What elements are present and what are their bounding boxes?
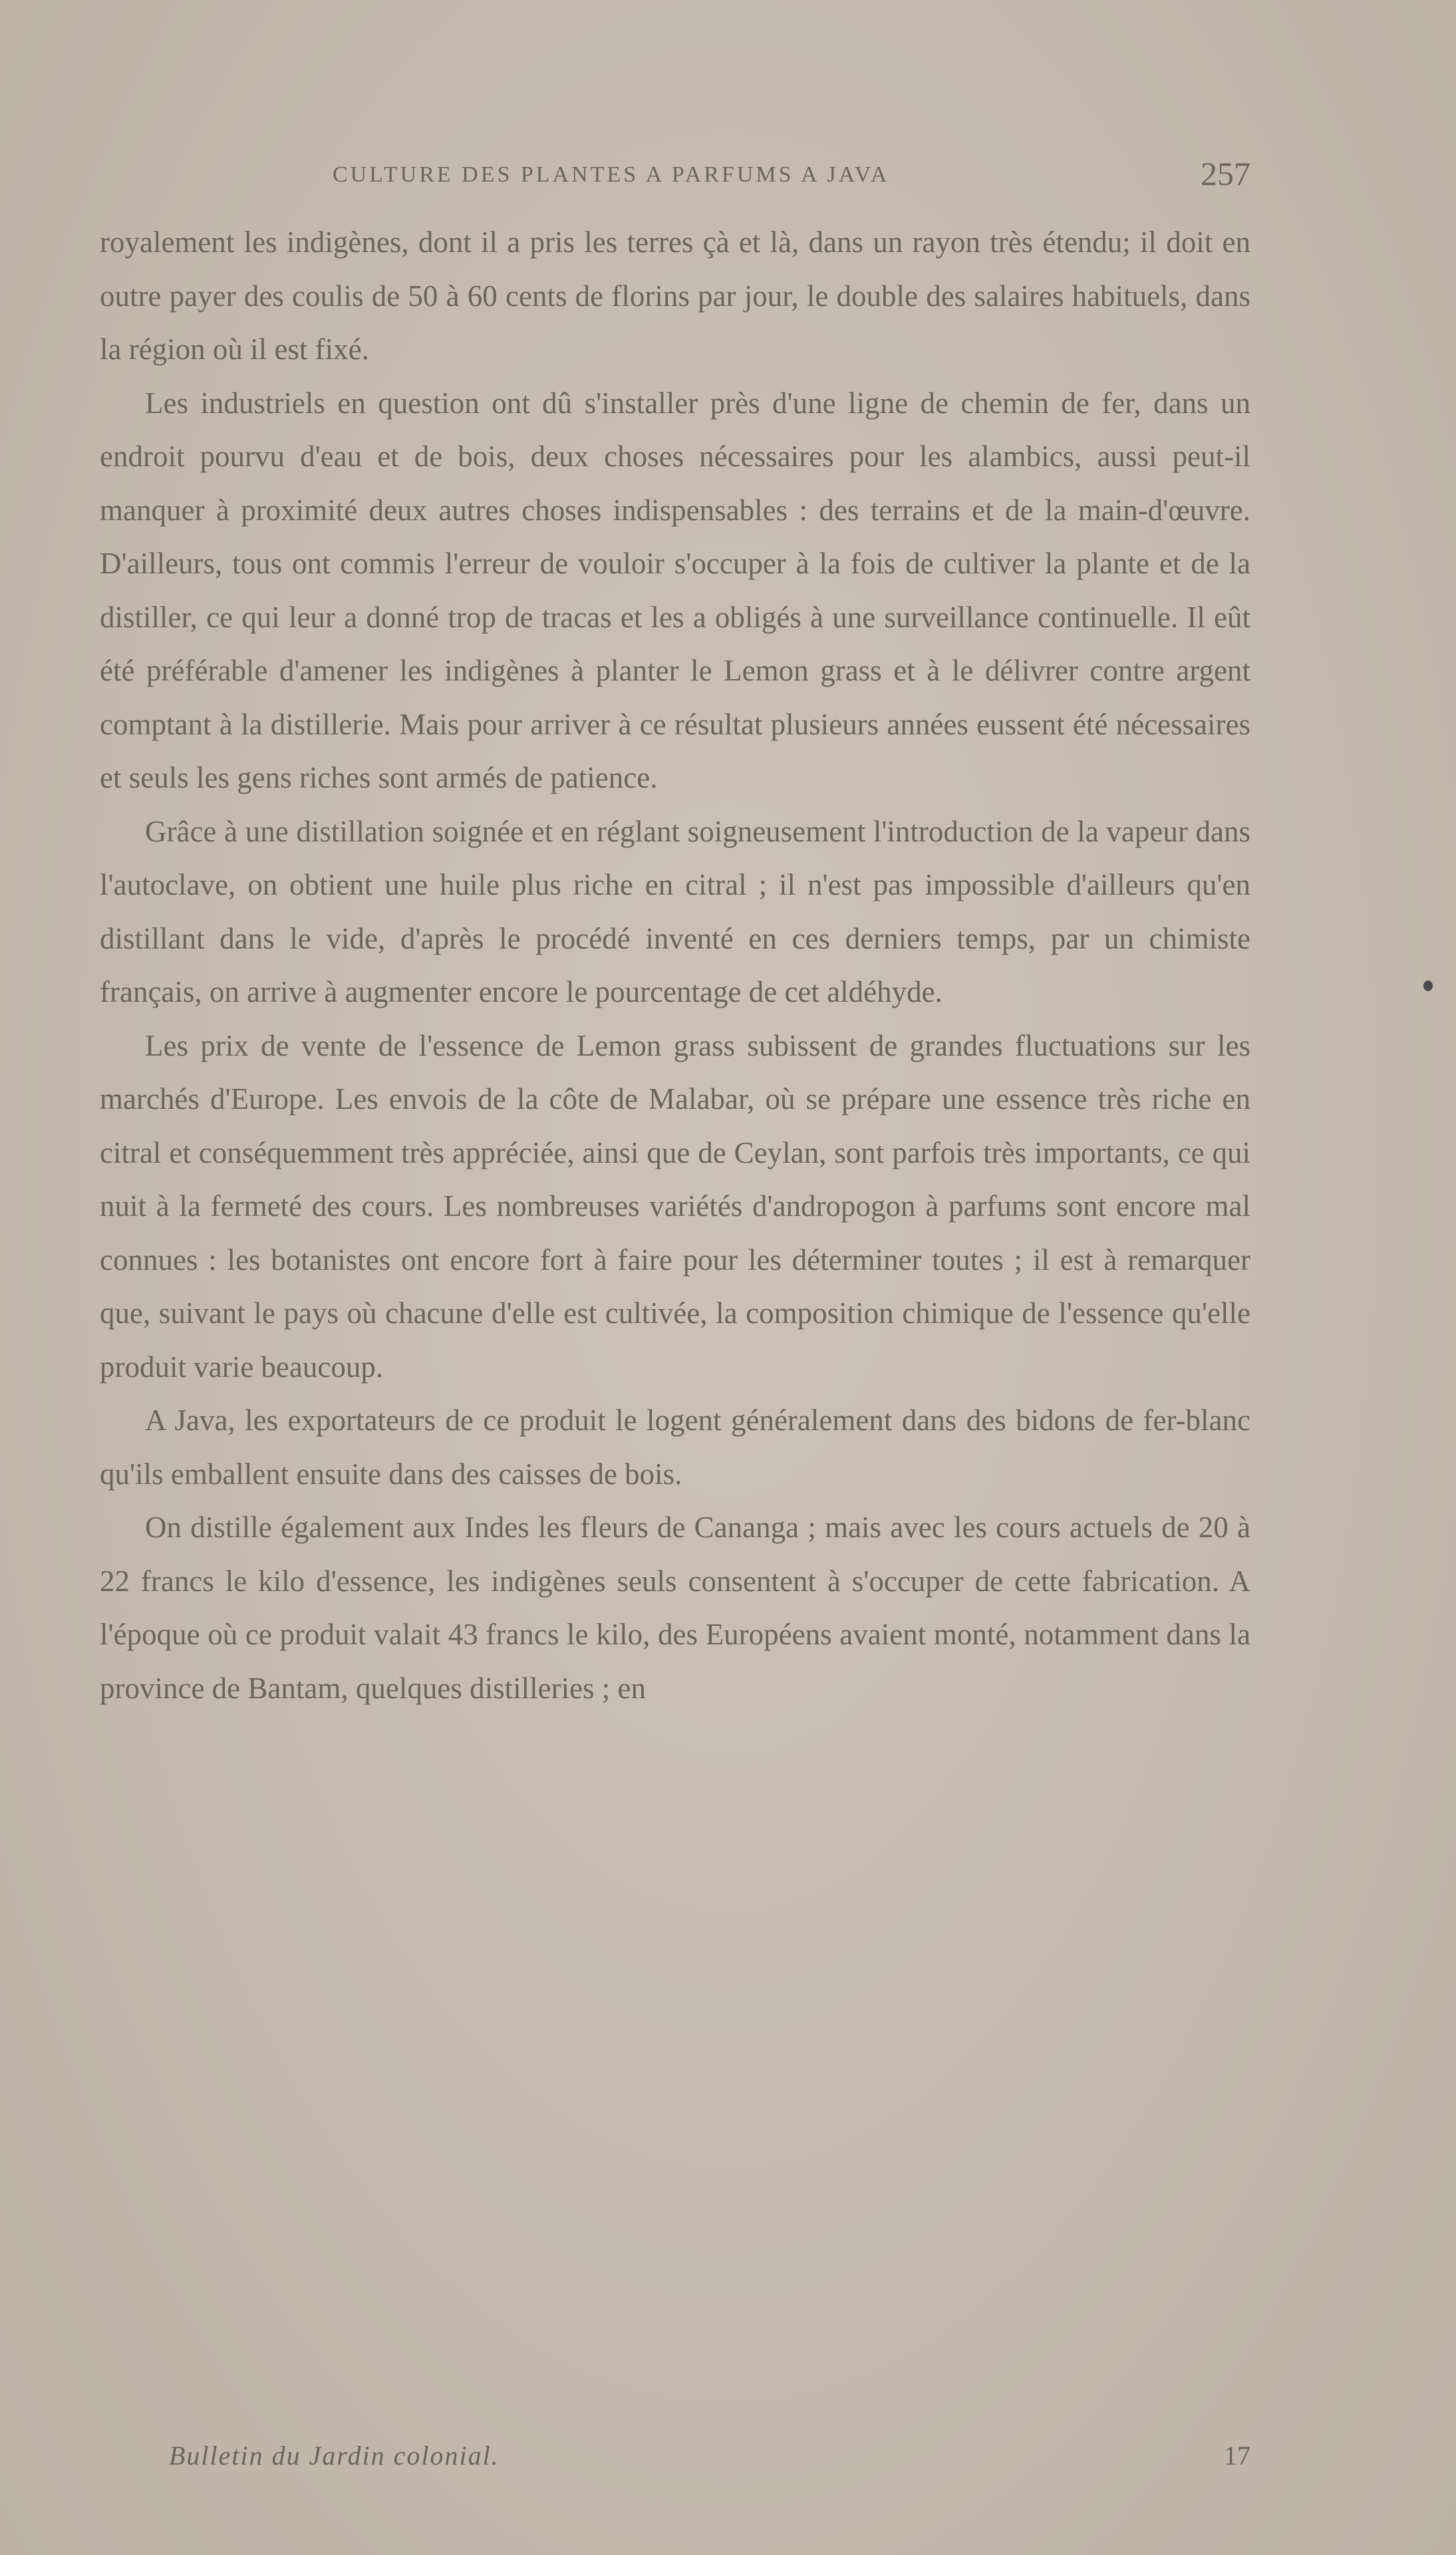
bulletin-title: Bulletin du Jardin colonial. — [169, 2441, 500, 2471]
paragraph: A Java, les exportateurs de ce produit le logent généralement dans des bidons de fer-blanc qu'ils emballent ensuite dans des caisses de bois. — [100, 1404, 1250, 1491]
paragraph: Les prix de vente de l'essence de Lemon grass subissent de grandes fluctuations sur les marchés d'Europe. Les envois de la côte de Malabar, où se prépare une essence très riche en citral et conséquemment très appréciée, ainsi que de Ceylan, sont parfois très importants, ce qui nuit à la fermeté des cours. Les nombreuses variétés d'andropogon à parfums sont encore mal connues : les botanistes ont encore fort à faire pour les déterminer toutes ; il est à remarquer que, suivant le pays où chacune d'elle est cultivée, la composition chimique de l'essence qu'elle produit varie beaucoup. — [100, 1028, 1250, 1384]
body-text — [100, 216, 1250, 1715]
signature-mark: 17 — [1224, 2441, 1250, 2471]
paragraph-continued: royalement les indigènes, dont il a pris les terres çà et là, dans un rayon très étendu; il doit en outre payer des coulis de 50 à 60 cents de florins par jour, le double des salaires habituels, dans la région où il est fixé. — [100, 225, 1250, 366]
paragraph: On distille également aux Indes les fleurs de Cananga ; mais avec les cours actuels de 20 à 22 francs le kilo d'essence, les indigènes seuls consentent à s'occuper de cette fabrication. A l'époque où ce produit valait 43 francs le kilo, des Européens avaient monté, notamment dans la province de Bantam, quelques distilleries ; en — [100, 1511, 1250, 1705]
page-header — [100, 154, 1250, 208]
paragraph: Grâce à une distillation soignée et en réglant soigneusement l'introduction de la vapeur dans l'autoclave, on obtient une huile plus riche en citral ; il n'est pas impossible d'ailleurs qu'en distillant dans le vide, d'après le procédé inventé en ces derniers temps, par un chimiste français, on arrive à augmenter encore le pourcentage de cet aldéhyde. — [100, 814, 1250, 1008]
ink-speck — [1423, 980, 1433, 991]
paragraph: Les industriels en question ont dû s'installer près d'une ligne de chemin de fer, dans un endroit pourvu d'eau et de bois, deux choses nécessaires pour les alambics, aussi peut-il manquer à proximité deux autres choses indispensables : des terrains et de la main-d'œuvre. D'ailleurs, tous ont commis l'erreur de vouloir s'occuper à la fois de cultiver la plante et de la distiller, ce qui leur a donné trop de tracas et les a obligés à une surveillance continuelle. Il eût été préférable d'amener les indigènes à planter le Lemon grass et à le délivrer contre argent comptant à la distillerie. Mais pour arriver à ce résultat plusieurs années eussent été nécessaires et seuls les gens riches sont armés de patience. — [100, 386, 1250, 794]
running-title: CULTURE DES PLANTES A PARFUMS A JAVA — [333, 162, 890, 187]
page-number: 257 — [1201, 155, 1250, 192]
page-footer — [169, 2440, 1250, 2480]
